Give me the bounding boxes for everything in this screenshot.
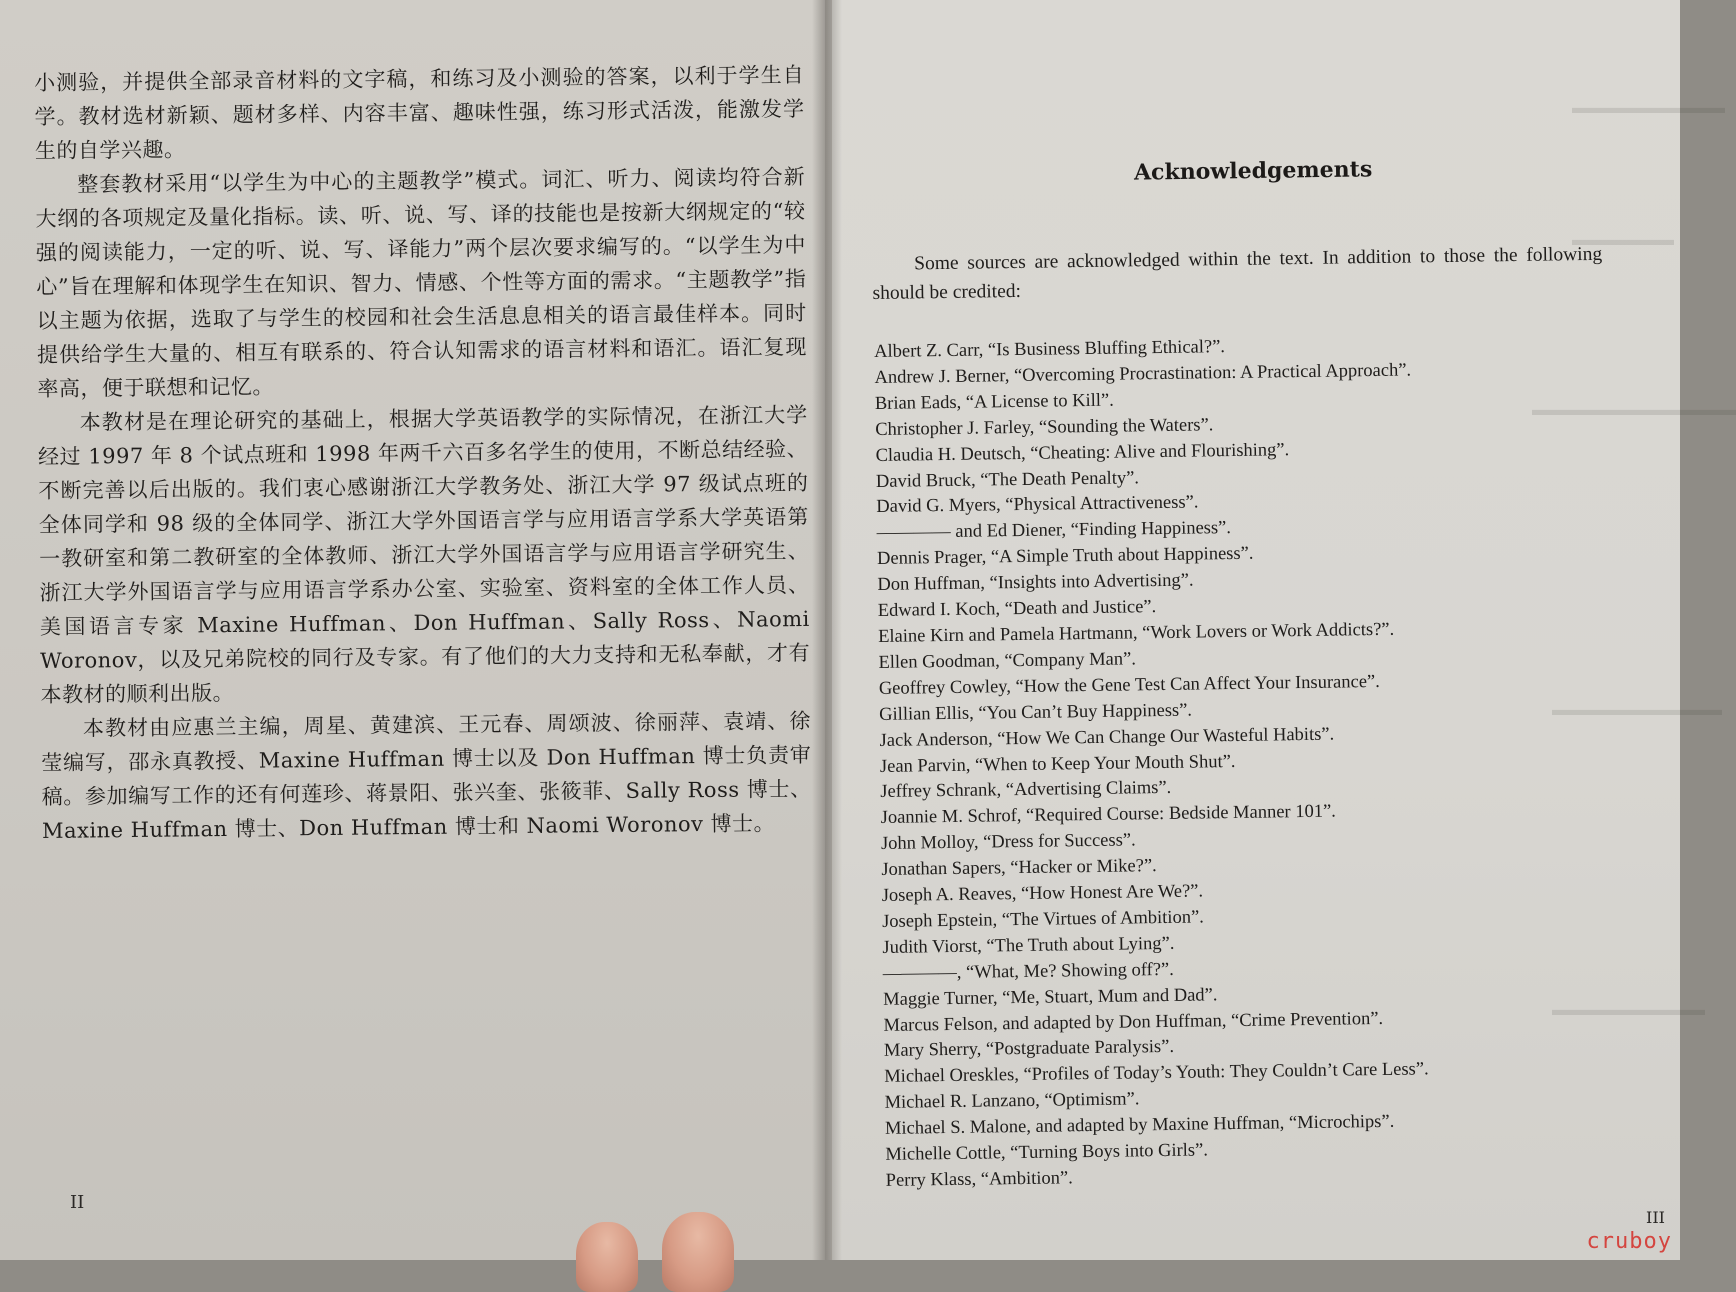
bleed-through-decoration: ▬▬▬▬▬▬▬▬▬▬▬▬: [1532, 400, 1736, 419]
credit-entry: Brian Eads, “A License to Kill”.: [874, 390, 1114, 414]
credit-entry: David Bruck, “The Death Penalty”.: [875, 467, 1140, 492]
credit-entry: ————, “What, Me? Showing off?”.: [882, 959, 1174, 984]
credit-entry: Michelle Cottle, “Turning Boys into Girls”.: [885, 1140, 1209, 1166]
credit-entry: Mary Sherry, “Postgraduate Paralysis”.: [883, 1037, 1175, 1062]
credit-entry: Dennis Prager, “A Simple Truth about Happiness”.: [876, 543, 1254, 570]
credit-entry: Maggie Turner, “Me, Stuart, Mum and Dad”.: [883, 984, 1218, 1010]
credit-entry: Joseph A. Reaves, “How Honest Are We?”.: [881, 881, 1204, 906]
paragraph-3: 本教材是在理论研究的基础上，根据大学英语教学的实际情况，在浙江大学经过 1997 年 8 个试点班和 1998 年两千六百多名学生的使用，不断总结经验、不断完善以后出版的。我们衷心感谢浙江大学教务处、浙江大学 97 级试点班的全体同学和 98 级的全体同学、浙江大学外国语言学与应用语言学系大学英语第一教研室和第二教研室的全体教师、浙江大学外国语言学与应用语言学研究生、浙江大学外国语言学与应用语言学系办公室、实验室、资料室的全体工作人员、美国语言专家 Maxine Huffman、Don Huffman、Sally Ross、Naomi Woronov，以及兄弟院校的同行及专家。有了他们的大力支持和无私奉献，才有本教材的顺利出版。: [37, 402, 811, 707]
credit-entry: Jean Parvin, “When to Keep Your Mouth Shut”.: [879, 751, 1236, 777]
credit-entry: Michael Oreskles, “Profiles of Today’s Youth: They Couldn’t Care Less”.: [884, 1059, 1429, 1088]
credit-entry: Elaine Kirn and Pamela Hartmann, “Work Lovers or Work Addicts?”.: [878, 619, 1395, 647]
credit-entry: Jack Anderson, “How We Can Change Our Wasteful Habits”.: [879, 724, 1335, 751]
bleed-through-decoration: ▬▬▬▬▬▬▬▬▬▬: [1552, 700, 1722, 719]
credit-entry: Michael S. Malone, and adapted by Maxine Huffman, “Microchips”.: [884, 1112, 1395, 1140]
credit-entry: Andrew J. Berner, “Overcoming Procrastination: A Practical Approach”.: [874, 360, 1412, 388]
credit-entry: Gillian Ellis, “You Can’t Buy Happiness”.: [879, 700, 1193, 725]
credit-entry: Edward I. Koch, “Death and Justice”.: [877, 597, 1157, 622]
credit-entry: Ellen Goodman, “Company Man”.: [878, 649, 1137, 673]
paragraph-4: 本教材由应惠兰主编，周星、黄建滨、王元春、周颂波、徐丽萍、袁靖、徐莹编写，邵永真教授、Maxine Huffman 博士以及 Don Huffman 博士负责审稿。参加编写工作的还有何莲珍、蒋景阳、张兴奎、张筱菲、Sally Ross 博士、Maxine Huffman 博士、Don Huffman 博士和 Naomi Woronov 博士。: [41, 708, 812, 843]
left-page: [0, 0, 825, 1260]
credit-entry: Jonathan Sapers, “Hacker or Mike?”.: [881, 856, 1157, 881]
left-page-number: II: [70, 1192, 85, 1213]
credit-entry: Joannie M. Schrof, “Required Course: Bedside Manner 101”.: [880, 801, 1336, 829]
paragraph-2: 整套教材采用“以学生为中心的主题教学”模式。词汇、听力、阅读均符合新大纲的各项规定及量化指标。读、听、说、写、译的技能也是按新大纲规定的“较强的阅读能力，一定的听、说、写、译能力”两个层次要求编写的。“以学生为中心”旨在理解和体现学生在知识、智力、情感、个性等方面的需求。“主题教学”指以主题为依据，选取了与学生的校园和社会生活息息相关的语言最佳样本。同时提供给学生大量的、相互有联系的、符合认知需求的语言材料和语汇。语汇复现率高，便于联想和记忆。: [35, 164, 808, 401]
credit-entry: Michael R. Lanzano, “Optimism”.: [884, 1089, 1140, 1114]
credit-entry: Judith Viorst, “The Truth about Lying”.: [882, 933, 1175, 958]
credit-entry: Albert Z. Carr, “Is Business Bluffing Ethical?”.: [874, 337, 1226, 362]
credit-entry: Jeffrey Schrank, “Advertising Claims”.: [880, 778, 1172, 803]
left-page-body: [34, 58, 812, 848]
credit-entry: Christopher J. Farley, “Sounding the Waters”.: [875, 414, 1214, 440]
page-title: Acknowledgements: [1133, 156, 1373, 186]
intro-paragraph: Some sources are acknowledged within the text. In addition to those the following should be credited:: [872, 243, 1603, 304]
fingertip: [662, 1212, 734, 1292]
credit-entry: Joseph Epstein, “The Virtues of Ambition”.: [881, 907, 1204, 932]
credit-entry: Marcus Felson, and adapted by Don Huffman, “Crime Prevention”.: [883, 1008, 1384, 1036]
bleed-through-decoration: ▬▬▬▬▬▬▬▬▬: [1572, 98, 1725, 117]
watermark-text: cruboy: [1586, 1229, 1672, 1254]
credits-list: [874, 330, 1606, 1195]
credit-entry: Don Huffman, “Insights into Advertising”.: [877, 570, 1194, 596]
bleed-through-decoration: ▬▬▬▬▬▬▬▬▬: [1552, 1000, 1705, 1019]
credit-entry: Perry Klass, “Ambition”.: [885, 1168, 1073, 1191]
credit-entry: Geoffrey Cowley, “How the Gene Test Can Affect Your Insurance”.: [878, 671, 1380, 699]
bleed-through-decoration: ▬▬▬▬▬▬: [1572, 230, 1674, 249]
fingertip: [576, 1222, 638, 1292]
credit-entry: Claudia H. Deutsch, “Cheating: Alive and Flourishing”.: [875, 439, 1290, 466]
credit-entry: ———— and Ed Diener, “Finding Happiness”.: [876, 518, 1232, 544]
credit-entry: John Molloy, “Dress for Success”.: [880, 830, 1136, 855]
credit-entry: David G. Myers, “Physical Attractiveness”.: [876, 492, 1199, 518]
right-page-number: III: [1646, 1208, 1665, 1227]
paragraph-1: 小测验，并提供全部录音材料的文字稿，和练习及小测验的答案，以利于学生自学。教材选材新颖、题材多样、内容丰富、趣味性强，练习形式活泼，能激发学生的自学兴趣。: [34, 62, 805, 163]
book-gutter: [812, 0, 842, 1260]
